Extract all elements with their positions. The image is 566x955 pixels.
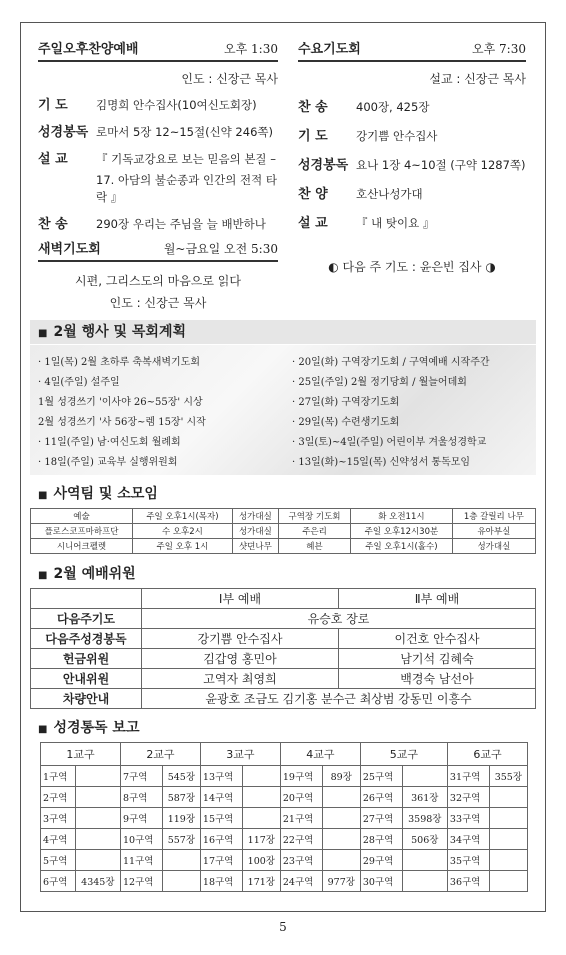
wednesday-row-value: 『 내 탓이요 』: [356, 216, 435, 230]
groups-cell: 주은리: [278, 524, 350, 539]
wednesday-row-key: 찬 양: [298, 187, 328, 202]
dawn-service-title: 새벽기도회: [38, 242, 101, 257]
bible-count: 587장: [162, 787, 200, 808]
worship-row: [31, 629, 536, 649]
event-left: · 11일(주일) 남·여신도회 월례회: [38, 437, 181, 448]
square-bullet-icon: ■: [38, 490, 48, 501]
wednesday-service: [298, 38, 526, 275]
sunday-row-key: 설 교: [38, 152, 68, 167]
worship-label: 헌금위원: [31, 649, 142, 669]
wednesday-row: [298, 157, 526, 174]
event-right: · 3일(토)~4일(주일) 어린이부 겨울성경학교: [292, 437, 487, 448]
worship-row: [31, 649, 536, 669]
bible-zone: 27구역: [360, 808, 402, 829]
bible-zone: 1구역: [41, 766, 76, 787]
groups-cell: 1층 갈릴리 나무: [452, 509, 535, 524]
bible-count: [489, 871, 527, 892]
event-right: · 13일(화)~15일(목) 신약성서 통독모임: [292, 457, 471, 468]
worship-label: 안내위원: [31, 669, 142, 689]
bible-count: [489, 808, 527, 829]
worship-table: [30, 588, 536, 709]
page-number: 5: [279, 920, 287, 934]
bible-zone: 9구역: [120, 808, 162, 829]
sunday-row: [38, 172, 278, 206]
bible-zone: 22구역: [280, 829, 322, 850]
worship-row: [31, 609, 536, 629]
sunday-row-value: 『 기독교강요로 보는 믿음의 본질 –: [96, 152, 276, 166]
sunday-row: [38, 124, 278, 141]
worship-header-row: [31, 589, 536, 609]
sunday-row-value: 290장 우리는 주님을 늘 배반하나: [96, 217, 266, 231]
bible-count: 4345장: [75, 871, 120, 892]
bible-count: 355장: [489, 766, 527, 787]
wednesday-row-key: 찬 송: [298, 100, 328, 115]
wednesday-row: [298, 186, 526, 203]
wednesday-row-key: 성경봉독: [298, 158, 349, 173]
event-right: · 29일(목) 수련생기도회: [292, 417, 400, 428]
groups-cell: 주일 오후1시(홀수): [351, 539, 453, 554]
bible-count: [162, 871, 200, 892]
wednesday-row-value: 요나 1장 4~10절 (구약 1287쪽): [356, 158, 526, 172]
groups-row: [31, 539, 536, 554]
bible-row: [41, 871, 528, 892]
groups-cell: 수 오후2시: [133, 524, 233, 539]
groups-cell: 주일 오후12시30분: [351, 524, 453, 539]
bible-zone: 14구역: [200, 787, 242, 808]
bible-zone: 29구역: [360, 850, 402, 871]
bible-zone: 26구역: [360, 787, 402, 808]
groups-cell: 성가대실: [232, 509, 278, 524]
bible-header: [30, 716, 536, 740]
bible-zone: 34구역: [447, 829, 489, 850]
sunday-service-title: 주일오후찬양예배: [38, 42, 139, 57]
bible-count: [322, 808, 360, 829]
dawn-line1: 시편, 그리스도의 마음으로 읽다: [75, 274, 241, 288]
worship-title: 2월 예배위원: [53, 566, 136, 582]
sunday-row: [38, 97, 278, 114]
bible-zone: 6구역: [41, 871, 76, 892]
event-left: · 1일(목) 2월 초하루 축복새벽기도회: [38, 357, 201, 368]
wednesday-leader: 설교 : 신장근 목사: [429, 72, 526, 86]
bible-zone: 35구역: [447, 850, 489, 871]
wednesday-service-time: 오후 7:30: [472, 42, 526, 56]
wednesday-row-value: 400장, 425장: [356, 100, 430, 114]
next-prayer: ◐ 다음 주 기도 : 윤은빈 집사 ◑: [328, 260, 496, 274]
groups-row: [31, 509, 536, 524]
bible-count: 117장: [242, 829, 280, 850]
bible-count: 557장: [162, 829, 200, 850]
bible-row: [41, 787, 528, 808]
bible-count: 119장: [162, 808, 200, 829]
event-left: · 4일(주일) 설주일: [38, 377, 120, 388]
worship-label: 차량안내: [31, 689, 142, 709]
bible-zone: 33구역: [447, 808, 489, 829]
bible-zone: 25구역: [360, 766, 402, 787]
wednesday-row-key: 설 교: [298, 216, 328, 231]
wednesday-service-title: 수요기도회: [298, 42, 361, 57]
bible-count: [75, 808, 120, 829]
worship-col2: Ⅱ부 예배: [338, 589, 535, 609]
bible-row: [41, 766, 528, 787]
bible-district-header: 4교구: [280, 743, 360, 766]
bible-zone: 11구역: [120, 850, 162, 871]
groups-title: 사역팀 및 소모임: [53, 486, 158, 502]
groups-cell: 주일 오후1시(목자): [133, 509, 233, 524]
bible-row: [41, 829, 528, 850]
worship-row: [31, 689, 536, 709]
bible-zone: 30구역: [360, 871, 402, 892]
bible-zone: 8구역: [120, 787, 162, 808]
bible-zone: 12구역: [120, 871, 162, 892]
sunday-row-key: 기 도: [38, 98, 68, 113]
bible-zone: 5구역: [41, 850, 76, 871]
dawn-service-time: 월~금요일 오전 5:30: [163, 242, 278, 256]
bible-district-header: 5교구: [360, 743, 447, 766]
worship-header: [30, 562, 536, 586]
bible-count: [75, 829, 120, 850]
worship-part1: 김갑영 홍민아: [142, 649, 339, 669]
worship-corner: [31, 589, 142, 609]
wednesday-row-key: 기 도: [298, 129, 328, 144]
bible-table: [40, 742, 528, 892]
square-bullet-icon: ■: [38, 570, 48, 581]
event-right: · 25일(주일) 2월 정기당회 / 월늘어데회: [292, 377, 467, 388]
bible-count: [322, 850, 360, 871]
bible-zone: 10구역: [120, 829, 162, 850]
sunday-row-value: 김명희 안수집사(10여신도회장): [96, 98, 257, 112]
worship-part2: 남기석 김혜숙: [338, 649, 535, 669]
bible-count: 506장: [402, 829, 447, 850]
groups-cell: 시니어크펠렛: [31, 539, 133, 554]
bible-zone: 24구역: [280, 871, 322, 892]
bible-count: [402, 850, 447, 871]
bible-header-row: [41, 743, 528, 766]
bible-count: [242, 787, 280, 808]
event-right: · 27일(화) 구역장기도회: [292, 397, 400, 408]
bible-zone: 17구역: [200, 850, 242, 871]
bible-zone: 16구역: [200, 829, 242, 850]
worship-col1: Ⅰ부 예배: [142, 589, 339, 609]
bible-count: [75, 766, 120, 787]
bible-zone: 3구역: [41, 808, 76, 829]
bible-count: 89장: [322, 766, 360, 787]
groups-cell: 플로스코프마하프단: [31, 524, 133, 539]
bible-count: 100장: [242, 850, 280, 871]
bible-count: [489, 829, 527, 850]
sunday-row-key: 성경봉독: [38, 125, 89, 140]
bible-count: [402, 871, 447, 892]
sunday-row: [38, 216, 278, 233]
worship-part2: 이건호 안수집사: [338, 629, 535, 649]
worship-part1: 강기쁨 안수집사: [142, 629, 339, 649]
bible-district-header: 6교구: [447, 743, 527, 766]
event-left: 1월 성경쓰기 '이사야 26~55장' 시상: [38, 397, 203, 408]
bible-count: [242, 808, 280, 829]
events-panel: [30, 345, 536, 475]
bible-zone: 32구역: [447, 787, 489, 808]
bible-count: 3598장: [402, 808, 447, 829]
groups-cell: 성가대실: [452, 539, 535, 554]
wednesday-service-header: [298, 38, 526, 62]
worship-part1: 유승호 장로: [142, 609, 536, 629]
wednesday-row-value: 호산나성가대: [356, 187, 423, 201]
bible-zone: 4구역: [41, 829, 76, 850]
bible-district-header: 1교구: [41, 743, 121, 766]
groups-cell: 성가대실: [232, 524, 278, 539]
bible-district-header: 3교구: [200, 743, 280, 766]
groups-table: [30, 508, 536, 554]
bible-count: [489, 850, 527, 871]
sunday-row-key: 찬 송: [38, 217, 68, 232]
dawn-line2: 인도 : 신장근 목사: [109, 296, 207, 310]
bible-row: [41, 808, 528, 829]
bible-count: [242, 766, 280, 787]
sunday-service-header: [38, 38, 278, 62]
wednesday-row-value: 강기쁨 안수집사: [356, 129, 438, 143]
wednesday-row: [298, 215, 526, 232]
sunday-row: [38, 151, 278, 168]
bible-count: [162, 850, 200, 871]
bible-count: [75, 787, 120, 808]
bible-zone: 7구역: [120, 766, 162, 787]
bible-zone: 20구역: [280, 787, 322, 808]
sunday-row-value: 17. 아담의 불순종과 인간의 전적 타락 』: [96, 173, 277, 204]
wednesday-row: [298, 99, 526, 116]
groups-cell: 예술: [31, 509, 133, 524]
square-bullet-icon: ■: [38, 328, 48, 339]
dawn-service: [38, 238, 278, 311]
sunday-row-key: [38, 172, 96, 206]
bible-zone: 15구역: [200, 808, 242, 829]
groups-cell: 유아부실: [452, 524, 535, 539]
event-right: · 20일(화) 구역장기도회 / 구역예배 시작주간: [292, 357, 490, 368]
groups-cell: 주일 오후 1시: [133, 539, 233, 554]
bible-district-header: 2교구: [120, 743, 200, 766]
bible-zone: 13구역: [200, 766, 242, 787]
sunday-row-value: 로마서 5장 12~15절(신약 246쪽): [96, 125, 273, 139]
groups-header: [30, 482, 536, 506]
bible-count: [322, 829, 360, 850]
bible-count: [402, 766, 447, 787]
bible-zone: 31구역: [447, 766, 489, 787]
groups-cell: 구역장 기도회: [278, 509, 350, 524]
groups-cell: 샷뎐나무: [232, 539, 278, 554]
square-bullet-icon: ■: [38, 724, 48, 735]
bible-count: [75, 850, 120, 871]
sunday-service: [38, 38, 278, 233]
worship-label: 다음주성경봉독: [31, 629, 142, 649]
groups-row: [31, 524, 536, 539]
wednesday-row: [298, 128, 526, 145]
sunday-leader: 인도 : 신장근 목사: [181, 72, 278, 86]
event-left: · 18일(주일) 교육부 실행위원회: [38, 457, 178, 468]
worship-part2: 백경숙 남선아: [338, 669, 535, 689]
bible-row: [41, 850, 528, 871]
bible-zone: 2구역: [41, 787, 76, 808]
events-header: [30, 320, 536, 344]
bible-zone: 36구역: [447, 871, 489, 892]
bible-count: 545장: [162, 766, 200, 787]
bible-zone: 19구역: [280, 766, 322, 787]
worship-label: 다음주기도: [31, 609, 142, 629]
bible-zone: 28구역: [360, 829, 402, 850]
worship-part1: 윤광호 조금도 김기홍 분수근 최상범 강동민 이흥수: [142, 689, 536, 709]
bible-zone: 23구역: [280, 850, 322, 871]
events-title: 2월 행사 및 목회계획: [53, 324, 187, 340]
groups-cell: 혜븐: [278, 539, 350, 554]
bible-zone: 21구역: [280, 808, 322, 829]
bible-count: 977장: [322, 871, 360, 892]
bible-zone: 18구역: [200, 871, 242, 892]
bible-count: [489, 787, 527, 808]
bible-title: 성경통독 보고: [53, 720, 140, 736]
groups-cell: 화 오전11시: [351, 509, 453, 524]
worship-row: [31, 669, 536, 689]
event-left: 2월 성경쓰기 '사 56장~렘 15장' 시작: [38, 417, 206, 428]
bible-count: 171장: [242, 871, 280, 892]
bible-count: [322, 787, 360, 808]
bible-count: 361장: [402, 787, 447, 808]
worship-part1: 고역자 최영희: [142, 669, 339, 689]
dawn-service-header: [38, 238, 278, 262]
sunday-service-time: 오후 1:30: [224, 42, 278, 56]
